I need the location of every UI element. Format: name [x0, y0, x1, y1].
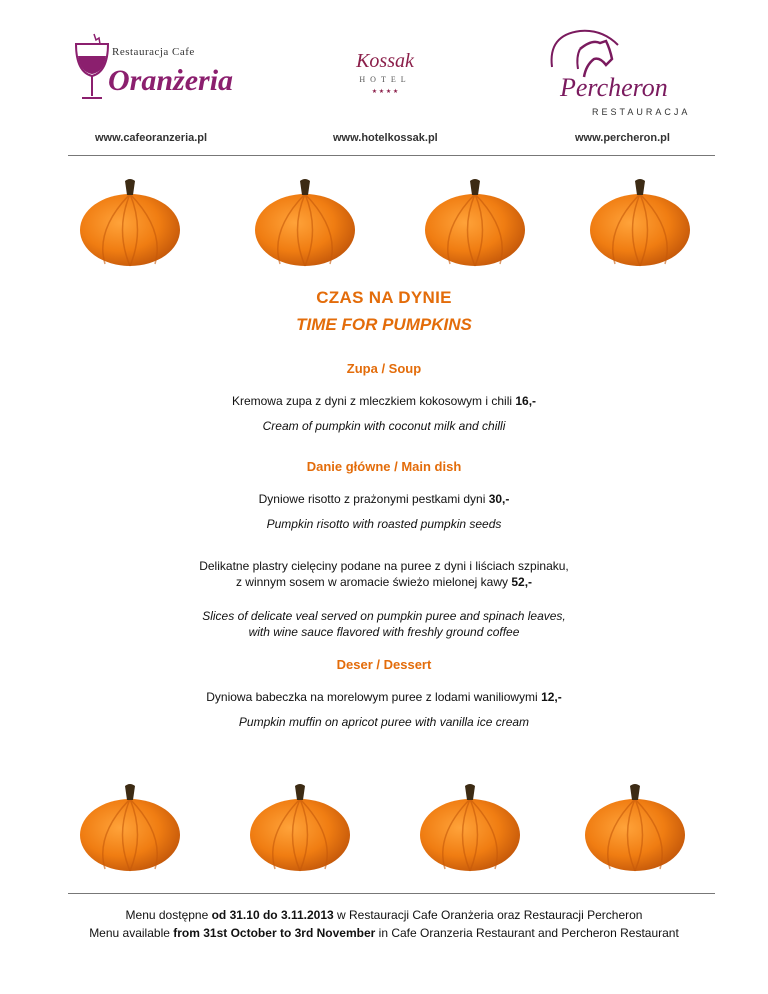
footer-availability-en: [0, 924, 768, 942]
footer-en-prefix: Menu available: [89, 926, 174, 940]
main-item1-en: Pumpkin risotto with roasted pumpkin seeds: [266, 517, 502, 531]
section-heading-soup: Zupa / Soup: [346, 361, 422, 376]
footer-divider: [68, 893, 715, 894]
pumpkin-icon: [75, 175, 185, 270]
soup-item-pl: [0, 393, 768, 409]
main-item1-pl: [0, 491, 768, 507]
percheron-line1: Percheron: [560, 73, 668, 102]
oranzeria-logo: [70, 30, 240, 110]
footer-pl-dates: od 31.10 do 3.11.2013: [211, 908, 334, 922]
oranzeria-line2: Oranżeria: [108, 64, 234, 97]
section-heading-main: Danie główne / Main dish: [306, 459, 462, 474]
main-item2-pl-line2: [0, 574, 768, 590]
main-item2-pl-line1: Delikatne plastry cielęciny podane na puree z dyni i liściach szpinaku,: [199, 559, 569, 573]
pumpkin-icon: [245, 780, 355, 875]
section-heading-dessert: Deser / Dessert: [336, 657, 432, 672]
pumpkin-icon: [75, 780, 185, 875]
pumpkin-icon: [585, 175, 695, 270]
footer-en-dates: from 31st October to 3rd November: [173, 926, 376, 940]
footer-pl-suffix: w Restauracji Cafe Oranżeria oraz Restauracji Percheron: [333, 908, 643, 922]
percheron-logo: [540, 25, 690, 120]
main-item2-en-line1: Slices of delicate veal served on pumpkin puree and spinach leaves,: [202, 609, 566, 623]
footer-pl-prefix: Menu dostępne: [125, 908, 212, 922]
soup-item-price: 16,-: [515, 394, 537, 408]
dessert-item-en: Pumpkin muffin on apricot puree with vanilla ice cream: [238, 715, 530, 729]
pumpkin-icon: [250, 175, 360, 270]
percheron-website-link[interactable]: www.percheron.pl: [575, 132, 670, 144]
kossak-logo: [330, 50, 440, 105]
pumpkin-icon: [415, 780, 525, 875]
header-divider: [68, 155, 715, 156]
menu-title-en: TIME FOR PUMPKINS: [296, 315, 472, 334]
kossak-stars: ★ ★ ★ ★: [371, 89, 399, 95]
oranzeria-website-link[interactable]: www.cafeoranzeria.pl: [95, 132, 208, 144]
footer-en-suffix: in Cafe Oranzeria Restaurant and Percheron Restaurant: [375, 926, 679, 940]
dessert-item-pl: [0, 689, 768, 705]
menu-title-pl: CZAS NA DYNIE: [316, 288, 452, 307]
footer-availability-pl: [0, 906, 768, 924]
main-item2-price: 52,-: [511, 575, 533, 589]
main-item2-en-line2: with wine sauce flavored with freshly ground coffee: [248, 625, 520, 639]
kossak-website-link[interactable]: www.hotelkossak.pl: [333, 132, 438, 144]
kossak-line2: HOTEL: [359, 75, 411, 84]
pumpkin-row-bottom: [0, 780, 768, 880]
soup-item-en: Cream of pumpkin with coconut milk and chilli: [262, 419, 506, 433]
main-item1-price: 30,-: [488, 492, 510, 506]
main-item1-pl-text: Dyniowe risotto z prażonymi pestkami dyni: [258, 492, 489, 506]
dessert-item-price: 12,-: [541, 690, 562, 704]
pumpkin-row-top: [0, 175, 768, 275]
kossak-line1: Kossak: [356, 50, 414, 72]
percheron-line2: RESTAURACJA: [592, 107, 691, 117]
oranzeria-line1: Restauracja Cafe: [112, 46, 195, 58]
pumpkin-icon: [420, 175, 530, 270]
main-item2-pl-text: z winnym sosem w aromacie świeżo mielonej kawy: [235, 575, 512, 589]
pumpkin-icon: [580, 780, 690, 875]
dessert-item-pl-text: Dyniowa babeczka na morelowym puree z lodami waniliowymi: [206, 690, 542, 704]
soup-item-pl-text: Kremowa zupa z dyni z mleczkiem kokosowym i chili: [231, 394, 516, 408]
